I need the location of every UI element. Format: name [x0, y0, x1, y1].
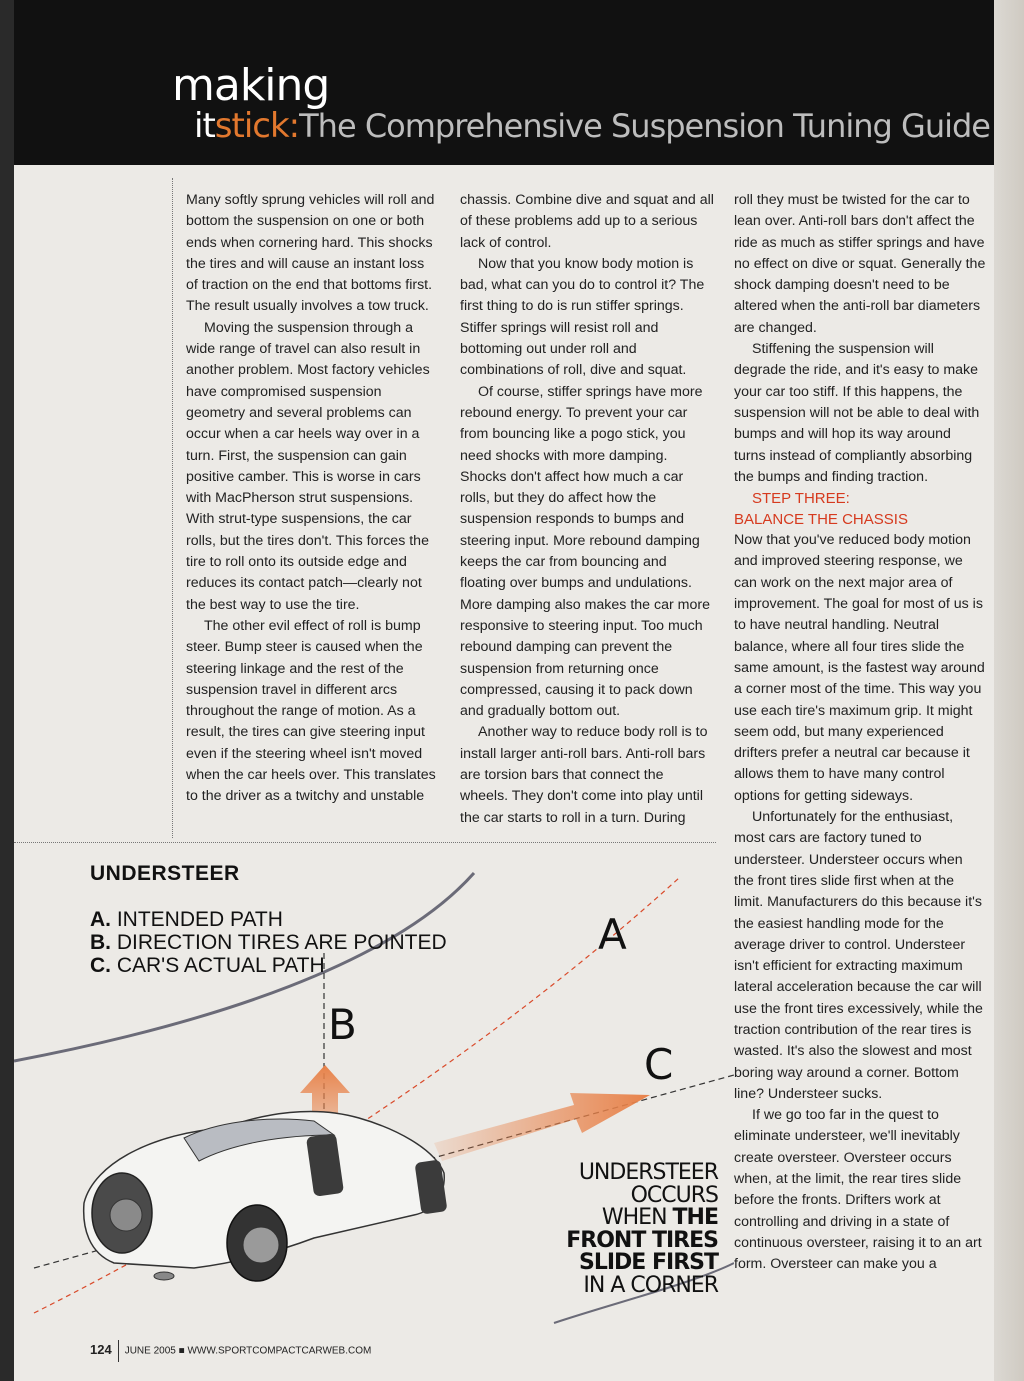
section-heading-line1: STEP THREE: [752, 490, 850, 508]
paragraph: Moving the suspension through a wide range of travel can also result in another problem. Most factory vehicles have compromised suspension geometry and several problems can occur when a car heels way over in a turn. First, the suspension can gain positive camber. This is worse in cars with MacPherson strut suspensions. With strut-type suspensions, the car rolls, but the tires don't. This forces the tire to roll onto its outside edge and reduces its contact patch—clearly not the best way to use the tire. [186, 319, 430, 613]
callout-line: FRONT TIRES [566, 1227, 718, 1253]
callout-line: IN A CORNER [583, 1272, 718, 1298]
callout-line: WHEN THE [601, 1205, 718, 1230]
article-column-1 [186, 190, 438, 808]
label-a: A [598, 910, 627, 959]
legend-item-b: B. DIRECTION TIRES ARE POINTED [90, 931, 447, 954]
understeer-callout [560, 1162, 718, 1297]
legend-item-a: A. INTENDED PATH [90, 908, 283, 931]
logo-title-row [194, 106, 990, 146]
article-column-3 [734, 190, 986, 1276]
paragraph: chassis. Combine dive and squat and all of these problems add up to a serious lack of control. [460, 192, 714, 251]
header-banner [14, 0, 994, 165]
callout-line: UNDERSTEER [578, 1160, 718, 1185]
paragraph: The other evil effect of roll is bump steer. Bump steer is caused when the steering linkage and the rest of the suspension travel in different arcs throughout the range of motion. As a result, the tires can give steering input even if the steering wheel isn't moved when the car heels over. This translates to the driver as a twitchy and unstable [186, 617, 436, 805]
actual-path-arrow [434, 1093, 650, 1161]
paragraph: Now that you know body motion is bad, what can you do to control it? The first thing to do is run stiffer springs. Stiffer springs will resist roll and bottoming out under roll and combinations of roll, dive and squat. [460, 255, 705, 379]
label-c: C [644, 1040, 674, 1089]
paragraph: If we go too far in the quest to eliminate understeer, we'll inevitably create oversteer. Oversteer occurs when, at the limit, the rear tires slide before the fronts. Drifters work at controlling and driving in a state of continuous oversteer, raising it to an art form. Oversteer can make you a [734, 1107, 982, 1273]
page-footer: 124 JUNE 2005 ■ WWW.SPORTCOMPACTCARWEB.COM [90, 1340, 371, 1362]
diagram-title: UNDERSTEER [90, 862, 240, 885]
section-heading-line2: BALANCE THE CHASSIS [734, 511, 908, 529]
diagram-legend [90, 908, 447, 977]
column-divider [172, 178, 174, 838]
page-number: 124 [90, 1341, 112, 1357]
section-heading [734, 488, 986, 530]
paragraph: Of course, stiffer springs have more rebound energy. To prevent your car from bouncing like a pogo stick, you need shocks with more damping. Shocks don't affect how much a car rolls, but they do affect how the suspension responds to bumps and steering input. More rebound damping keeps the car from bouncing and floating over bumps and undulations. More damping also makes the car more responsive to steering input. Too much rebound damping can prevent the suspension from returning once compressed, causing it to pack down and gradually bottom out. [460, 383, 710, 720]
website: WWW.SPORTCOMPACTCARWEB.COM [187, 1345, 372, 1357]
logo-making: making [172, 60, 330, 111]
logo-stick: stick: [214, 106, 300, 146]
article-column-2 [460, 190, 714, 829]
page-title: The Comprehensive Suspension Tuning Guide [299, 107, 990, 145]
paragraph: Unfortunately for the enthusiast, most cars are factory tuned to understeer. Understeer occurs when the front tires slide first when at the limit. Manufacturers do this because it's the easiest handling mode for the average driver to control. Understeer isn't efficient for extracting maximum lateral acceleration because the car will use the front tires excessively, while the traction contribution of the rear tires is wasted. It's also the slowest and most boring way around a corner. Bottom line? Understeer sucks. [734, 809, 983, 1102]
legend-item-c: C. CAR'S ACTUAL PATH [90, 954, 325, 977]
issue-date: JUNE 2005 [124, 1345, 176, 1357]
binding-edge [0, 0, 14, 1381]
paragraph: Another way to reduce body roll is to install larger anti-roll bars. Anti-roll bars are torsion bars that connect the wheels. They don't come into play until the car starts to roll in a turn. During [460, 724, 708, 826]
footer-rule [118, 1340, 119, 1362]
label-b: B [328, 1000, 357, 1049]
logo-it: it [194, 106, 215, 146]
callout-line: OCCURS [630, 1182, 718, 1208]
car-illustration [84, 1111, 448, 1281]
paragraph: Stiffening the suspension will degrade the ride, and it's easy to make your car too stiff. If this happens, the suspension will not be able to deal with bumps and will hop its way around turns instead of compliantly absorbing the bumps and finding traction. [734, 341, 980, 485]
paragraph: Now that you've reduced body motion and improved steering response, we can work on the next major area of improvement. The goal for most of us is to have neutral handling. Neutral balance, where all four tires slide the same amount, is the fastest way around a corner most of the time. This way you use each tire's maximum grip. It might seem odd, but many experienced drifters prefer a neutral car because it allows them to have many control options for getting sideways. [734, 532, 985, 804]
paragraph: Many softly sprung vehicles will roll and bottom the suspension on one or both ends when cornering hard. This shocks the tires and will cause an instant loss of traction on the end that bottoms first. The result usually involves a tow truck. [186, 192, 435, 315]
callout-line: SLIDE FIRST [578, 1250, 718, 1275]
paragraph: roll they must be twisted for the car to lean over. Anti-roll bars don't affect the ride as much as stiffer springs and have no effect on dive or squat. Generally the shock damping doesn't need to be altered when the anti-roll bar diameters are changed. [734, 192, 986, 336]
facing-page-edge [994, 0, 1024, 1381]
